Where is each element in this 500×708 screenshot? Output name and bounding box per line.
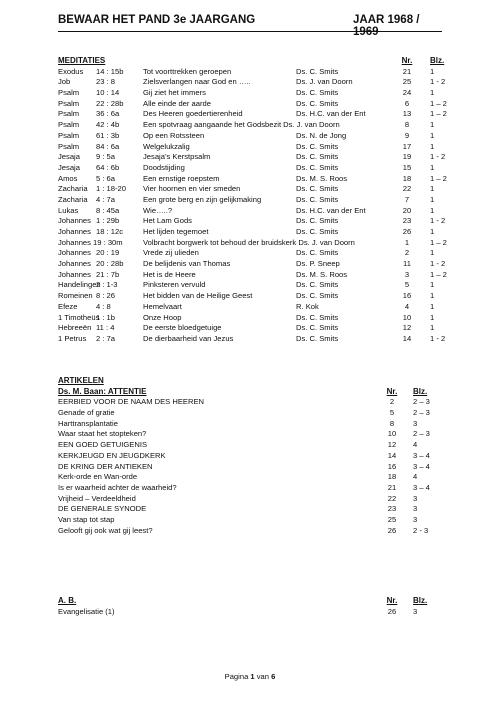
meditatie-page: 1 – 2 <box>430 237 447 247</box>
artikel-page: 4 <box>413 440 418 450</box>
artikelen-col-nr: Nr. <box>386 386 398 396</box>
meditatie-book: Amos <box>58 173 78 183</box>
meditatie-page: 1 - 2 <box>430 333 446 343</box>
meditatie-book: Lukas <box>58 205 79 215</box>
meditatie-row <box>58 206 442 217</box>
meditatie-title: Wie…..? <box>143 205 173 215</box>
artikel-row <box>58 483 442 494</box>
artikel-title: Kerk-orde en Wan-orde <box>58 472 138 482</box>
meditatie-issue-number: 7 <box>404 194 410 204</box>
meditatie-title: Gij ziet het immers <box>143 88 206 98</box>
artikel-title: Genade of gratie <box>58 408 115 418</box>
meditatie-author: Ds. J. van Doorn <box>296 77 353 87</box>
meditatie-author: Ds. M. S. Roos <box>296 269 348 279</box>
artikel-issue-number: 21 <box>387 482 397 492</box>
meditatie-issue-number: 24 <box>402 88 412 98</box>
artikel-page: 3 – 4 <box>413 461 430 471</box>
meditatie-issue-number: 19 <box>402 152 412 162</box>
meditatie-page: 1 <box>430 291 435 301</box>
meditatie-book: Jesaja <box>58 162 80 172</box>
meditatie-title: Zielsverlangen naar God en ….. <box>143 77 251 87</box>
meditatie-book: Johannes <box>58 248 91 258</box>
artikel-title: Vrijheid – Verdeeldheid <box>58 493 136 503</box>
meditatie-page: 1 <box>430 205 435 215</box>
meditatie-book: Johannes <box>58 227 91 236</box>
meditatie-page: 1 <box>430 194 435 204</box>
artikelen-heading: ARTIKELEN <box>58 376 104 385</box>
artikel-row <box>58 526 442 537</box>
meditatie-title: Een spotvraag aangaande het Godsbezit Ds. J. van Doorn <box>143 120 340 130</box>
meditatie-page: 1 <box>430 248 435 258</box>
meditatie-author: Ds. P. Sneep <box>296 259 340 269</box>
meditatie-reference: 84 : 6a <box>96 141 120 151</box>
meditatie-author: Ds. H.C. van der Ent <box>296 109 366 119</box>
meditatie-reference: 36 : 6a <box>96 109 120 119</box>
meditatie-book: 1 Petrus <box>58 333 87 343</box>
meditatie-page: 1 <box>430 88 435 98</box>
artikel-issue-number: 2 <box>389 397 395 407</box>
meditatie-book: Efeze <box>58 301 78 311</box>
meditatie-reference: 61 : 3b <box>96 130 120 140</box>
meditatie-issue-number: 6 <box>404 98 410 108</box>
meditatie-issue-number: 11 <box>403 259 411 269</box>
meditatie-book: Zacharia <box>58 194 88 204</box>
artikel-issue-number: 8 <box>389 418 395 428</box>
ab-page: 3 <box>413 606 418 616</box>
artikel-title: Harttransplantatie <box>58 418 118 428</box>
meditatie-book: Johannes <box>58 216 91 226</box>
meditatie-row <box>58 269 447 281</box>
meditatie-book: Psalm <box>58 120 80 130</box>
meditatie-title: Vrede zij ulieden <box>143 248 199 258</box>
meditatie-page: 1 <box>430 120 435 130</box>
artikel-issue-number: 5 <box>389 408 395 418</box>
artikel-title: EERBIED VOOR DE NAAM DES HEEREN <box>58 397 204 407</box>
meditaties-heading: MEDITATIES <box>58 56 106 65</box>
meditatie-title: Tot voorttrekken geroepen <box>143 66 232 76</box>
meditatie-title: Een ernstige roepstem <box>143 173 220 183</box>
meditatie-issue-number: 16 <box>402 291 412 301</box>
meditatie-row <box>58 302 442 313</box>
meditatie-issue-number: 10 <box>402 312 412 322</box>
meditatie-row <box>58 237 447 249</box>
meditatie-book: Psalm <box>58 141 80 151</box>
meditatie-title: Alle einde der aarde <box>143 98 211 108</box>
meditatie-issue-number: 18 <box>402 173 412 183</box>
artikel-row <box>58 472 442 483</box>
artikel-page: 3 – 4 <box>413 450 430 460</box>
meditatie-reference: 11 : 4 <box>96 323 115 333</box>
meditatie-row <box>58 195 442 206</box>
meditatie-reference: 10 : 14 <box>96 88 120 98</box>
meditatie-title: Des Heeren goedertierenheid <box>143 109 243 119</box>
meditatie-reference: 20 : 28b <box>96 259 124 269</box>
header-year: JAAR 1968 / 1969 <box>353 14 420 38</box>
meditatie-issue-number: 22 <box>402 184 412 194</box>
meditatie-page: 1 <box>430 66 435 76</box>
meditatie-page: 1 <box>430 323 435 333</box>
artikel-page: 3 – 4 <box>413 482 430 492</box>
meditatie-issue-number: 8 <box>404 120 410 130</box>
artikel-issue-number: 12 <box>387 440 397 450</box>
meditatie-title: Een grote berg en zijn gelijkmaking <box>143 194 262 204</box>
artikel-row <box>58 515 442 526</box>
meditatie-reference: 4 : 8 <box>96 301 111 311</box>
artikel-page: 2 – 3 <box>413 397 430 407</box>
meditatie-reference: 18 : 12c <box>96 227 124 236</box>
meditatie-author: Ds. H.C. van der Ent <box>296 205 366 215</box>
meditatie-issue-number: 23 <box>402 216 412 226</box>
meditatie-issue-number: 3 <box>404 269 410 279</box>
meditatie-reference: 9 : 5a <box>96 152 115 162</box>
meditaties-col-blz: Blz. <box>430 56 445 65</box>
page-header <box>58 14 442 38</box>
meditatie-page: 1 - 2 <box>430 77 446 87</box>
artikel-title: Is er waarheid achter de waarheid? <box>58 482 177 492</box>
meditatie-issue-number: 17 <box>402 141 412 151</box>
meditatie-author: Ds. C. Smits <box>296 98 339 108</box>
meditatie-row <box>58 131 442 142</box>
meditatie-reference: 64 : 6b <box>96 162 120 172</box>
meditatie-reference: 14 : 15b <box>96 66 124 76</box>
meditatie-page: 1 <box>430 312 435 322</box>
meditatie-row <box>58 120 442 131</box>
meditatie-book: Zacharia <box>58 184 88 194</box>
meditatie-reference: 8 : 45a <box>96 205 120 215</box>
meditatie-issue-number: 21 <box>402 66 412 76</box>
meditatie-author: R. Kok <box>296 301 319 311</box>
artikel-row <box>58 494 442 505</box>
meditatie-issue-number: 1 <box>404 237 410 247</box>
artikel-row <box>58 440 442 451</box>
artikel-page: 2 – 3 <box>413 408 430 418</box>
meditatie-reference: 2 : 1-3 <box>96 280 118 290</box>
meditatie-book: Handelingen <box>58 280 101 290</box>
meditatie-page: 1 - 2 <box>430 216 446 226</box>
artikel-page: 4 <box>413 472 418 482</box>
artikelen-section <box>58 376 442 536</box>
artikel-row <box>58 451 442 462</box>
artikel-title: DE GENERALE SYNODE <box>58 504 147 514</box>
meditatie-row <box>58 280 442 291</box>
artikel-issue-number: 14 <box>387 450 397 460</box>
footer-page: 1 <box>250 672 255 681</box>
meditatie-book: Jesaja <box>58 152 80 162</box>
meditatie-issue-number: 15 <box>402 162 412 172</box>
meditatie-author: Ds. N. de Jong <box>296 130 347 140</box>
meditatie-reference: 2 : 7a <box>96 333 115 343</box>
ab-heading: A. B. <box>58 596 77 605</box>
meditatie-issue-number: 9 <box>404 130 410 140</box>
ab-row <box>58 607 442 618</box>
meditatie-author: Ds. C. Smits <box>296 66 339 76</box>
meditatie-page: 1 - 2 <box>430 259 446 269</box>
meditatie-title: Doodstijding <box>143 162 185 172</box>
meditatie-issue-number: 25 <box>402 77 412 87</box>
meditatie-row <box>58 313 442 324</box>
meditatie-row <box>58 173 447 185</box>
header-title: BEWAAR HET PAND 3e JAARGANG <box>58 14 256 26</box>
artikel-issue-number: 26 <box>387 525 397 535</box>
meditaties-section <box>58 56 447 345</box>
meditatie-book: Johannes 19 : 30m <box>58 237 123 247</box>
meditatie-reference: 42 : 4b <box>96 120 120 130</box>
artikel-title: EEN GOED GETUIGENIS <box>58 440 148 450</box>
meditatie-book: Johannes <box>58 269 91 279</box>
meditatie-reference: 22 : 28b <box>96 98 124 108</box>
meditaties-col-nr: Nr. <box>401 56 413 65</box>
meditatie-row <box>58 142 442 153</box>
meditatie-author: Ds. C. Smits <box>296 88 339 98</box>
ab-section <box>58 596 442 617</box>
meditatie-issue-number: 14 <box>402 333 412 343</box>
artikel-row <box>58 429 442 440</box>
meditatie-author: Ds. C. Smits <box>296 227 339 236</box>
artikel-title: KERKJEUGD EN JEUGDKERK <box>58 450 166 460</box>
meditatie-row <box>58 67 442 78</box>
meditatie-title: Volbracht borgwerk tot behoud der bruidskerk Ds. J. van Doorn <box>143 237 355 247</box>
meditatie-issue-number: 4 <box>404 301 410 311</box>
meditatie-title: Welgelukzalig <box>143 141 190 151</box>
meditatie-title: Op een Rotssteen <box>143 130 205 140</box>
artikel-issue-number: 10 <box>387 429 397 439</box>
meditatie-book: Romeinen <box>58 291 93 301</box>
meditatie-page: 1 – 2 <box>430 173 447 183</box>
meditatie-row <box>58 216 446 227</box>
meditatie-book: Psalm <box>58 88 80 98</box>
meditatie-row <box>58 227 442 238</box>
artikel-row <box>58 504 442 515</box>
meditatie-author: Ds. C. Smits <box>296 333 339 343</box>
meditatie-reference: 4 : 7a <box>96 194 115 204</box>
meditatie-page: 1 – 2 <box>430 269 447 279</box>
meditatie-author: Ds. C. Smits <box>296 152 339 162</box>
meditatie-page: 1 <box>430 130 435 140</box>
meditatie-author: Ds. C. Smits <box>296 323 339 333</box>
meditaties-list <box>58 66 447 345</box>
meditatie-book: Psalm <box>58 109 80 119</box>
artikel-issue-number: 23 <box>387 504 397 514</box>
meditatie-row <box>58 291 442 302</box>
meditatie-author: Ds. C. Smits <box>296 280 339 290</box>
artikel-page: 3 <box>413 493 418 503</box>
meditatie-page: 1 <box>430 301 435 311</box>
footer-total: 6 <box>271 672 276 681</box>
footer-prefix: Pagina <box>224 672 251 681</box>
meditatie-reference: 1 : 29b <box>96 216 120 226</box>
meditatie-issue-number: 12 <box>402 323 412 333</box>
meditatie-book: Psalm <box>58 130 80 140</box>
meditatie-title: Pinksteren vervuld <box>143 280 206 290</box>
meditatie-author: Ds. C. Smits <box>296 312 339 322</box>
artikel-page: 2 – 3 <box>413 429 430 439</box>
ab-list <box>58 607 442 618</box>
meditatie-title: De belijdenis van Thomas <box>143 259 231 269</box>
meditatie-title: De eerste bloedgetuige <box>143 323 222 333</box>
meditatie-page: 1 <box>430 141 435 151</box>
meditatie-reference: 23 : 8 <box>96 77 115 87</box>
ab-col-blz: Blz. <box>413 596 428 605</box>
meditatie-title: Jesaja’s Kerstpsalm <box>143 152 211 162</box>
meditatie-book: Job <box>58 77 71 87</box>
artikel-page: 3 <box>413 504 418 514</box>
meditatie-row <box>58 184 442 195</box>
footer-middle: van <box>254 672 272 681</box>
artikel-title: Van stap tot stap <box>58 514 115 524</box>
artikelen-subheader-row <box>58 387 442 398</box>
meditatie-reference: 8 : 26 <box>96 291 115 301</box>
meditatie-row <box>58 77 446 88</box>
meditatie-book: Psalm <box>58 98 80 108</box>
meditatie-title: Het bidden van de Heilige Geest <box>143 291 253 301</box>
meditaties-header-row <box>58 56 445 67</box>
meditatie-book: Hebreeën <box>58 323 92 333</box>
artikel-row <box>58 408 442 419</box>
meditatie-issue-number: 2 <box>404 248 410 258</box>
artikel-page: 3 <box>413 418 418 428</box>
artikel-title: DE KRING DER ANTIEKEN <box>58 461 153 471</box>
meditatie-title: Het is de Heere <box>143 269 196 279</box>
artikelen-col-blz: Blz. <box>413 386 428 396</box>
meditatie-row <box>58 88 442 99</box>
meditatie-page: 1 <box>430 184 435 194</box>
meditatie-book: Exodus <box>58 66 84 76</box>
artikel-title: Waar staat het stopteken? <box>58 429 147 439</box>
meditatie-row <box>58 163 442 174</box>
artikelen-list <box>58 397 442 536</box>
artikel-row <box>58 419 442 430</box>
ab-title: Evangelisatie (1) <box>58 606 115 616</box>
ab-header-row <box>58 596 442 607</box>
meditatie-book: 1 Timotheüs <box>58 312 100 322</box>
meditatie-row <box>58 109 447 120</box>
meditatie-row <box>58 259 446 270</box>
header-rule <box>58 31 442 32</box>
meditatie-reference: 1 : 18-20 <box>96 184 126 194</box>
artikel-row <box>58 462 442 473</box>
meditatie-page: 1 <box>430 280 435 290</box>
meditatie-issue-number: 20 <box>402 205 412 215</box>
meditatie-title: Onze Hoop <box>143 312 182 322</box>
meditatie-page: 1 <box>430 227 435 236</box>
meditatie-author: Ds. C. Smits <box>296 291 339 301</box>
meditatie-title: Hemelvaart <box>143 301 182 311</box>
meditatie-issue-number: 5 <box>404 280 410 290</box>
meditatie-issue-number: 13 <box>402 109 412 119</box>
page-footer <box>0 672 500 681</box>
meditatie-author: Ds. C. Smits <box>296 162 339 172</box>
meditatie-row <box>58 152 446 163</box>
ab-issue-number: 26 <box>387 606 397 616</box>
meditatie-reference: 1 : 1b <box>96 312 115 322</box>
meditatie-row <box>58 248 442 259</box>
meditatie-row <box>58 333 446 345</box>
meditatie-author: Ds. C. Smits <box>296 248 339 258</box>
meditatie-reference: 5 : 6a <box>96 173 115 183</box>
meditatie-author: Ds. C. Smits <box>296 184 339 194</box>
meditatie-author: Ds. C. Smits <box>296 216 339 226</box>
meditatie-title: Vier hoornen en vier smeden <box>143 184 241 194</box>
artikel-row <box>58 397 442 408</box>
artikelen-subheading: Ds. M. Baan: ATTENTIE <box>58 386 147 396</box>
meditatie-author: Ds. M. S. Roos <box>296 173 348 183</box>
artikel-issue-number: 22 <box>387 493 397 503</box>
artikel-issue-number: 18 <box>387 472 397 482</box>
artikel-title: Gelooft gij ook wat gij leest? <box>58 525 153 535</box>
artikel-issue-number: 25 <box>387 514 397 524</box>
meditatie-title: Het lijden tegemoet <box>143 227 209 236</box>
meditatie-issue-number: 26 <box>402 227 412 236</box>
artikel-issue-number: 16 <box>387 461 397 471</box>
ab-col-nr: Nr. <box>386 596 398 605</box>
meditatie-page: 1 – 2 <box>430 109 447 119</box>
meditatie-title: De dierbaarheid van Jezus <box>143 333 234 343</box>
meditatie-page: 1 - 2 <box>430 152 446 162</box>
meditatie-row <box>58 98 447 110</box>
meditatie-reference: 20 : 19 <box>96 248 120 258</box>
artikel-page: 2 - 3 <box>413 525 429 535</box>
artikel-page: 3 <box>413 514 418 524</box>
meditatie-reference: 21 : 7b <box>96 269 120 279</box>
meditatie-page: 1 <box>430 162 435 172</box>
meditatie-title: Het Lam Gods <box>143 216 192 226</box>
meditatie-row <box>58 323 442 334</box>
meditatie-page: 1 – 2 <box>430 98 447 108</box>
meditatie-author: Ds. C. Smits <box>296 194 339 204</box>
meditatie-author: Ds. C. Smits <box>296 141 339 151</box>
meditatie-book: Johannes <box>58 259 91 269</box>
artikelen-heading-row <box>58 376 442 387</box>
